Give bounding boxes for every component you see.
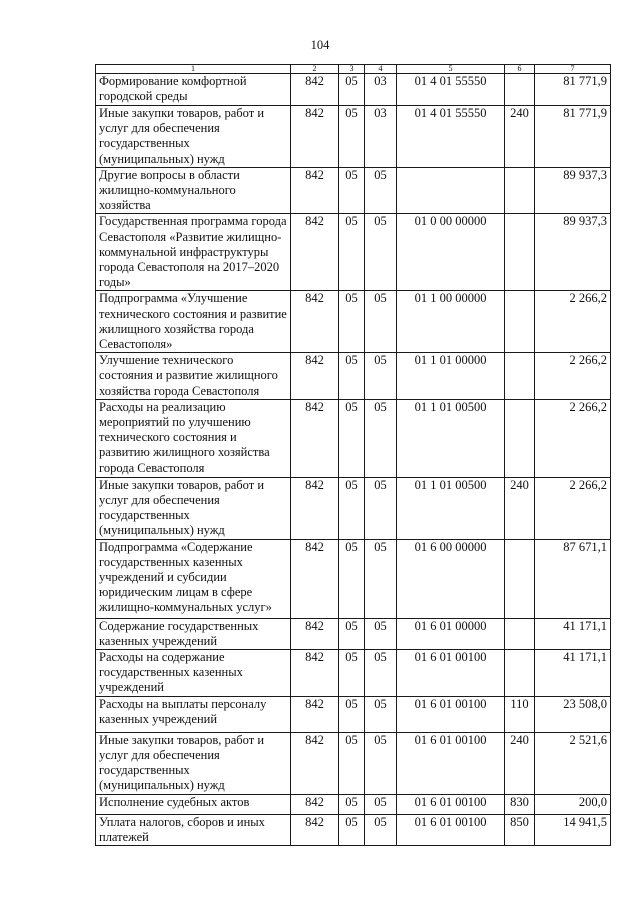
budget-table bbox=[95, 64, 611, 846]
row-amount: 2 266,2 bbox=[535, 399, 611, 477]
row-section-code: 05 bbox=[339, 74, 365, 106]
row-expense-type-code bbox=[505, 74, 535, 106]
row-expense-type-code: 830 bbox=[505, 794, 535, 814]
row-target-article-code: 01 6 01 00000 bbox=[397, 618, 505, 649]
row-section-code: 05 bbox=[339, 399, 365, 477]
row-subsection-code: 05 bbox=[365, 794, 397, 814]
row-name: Иные закупки товаров, работ и услуг для обеспечения государственных (муниципальных) нужд bbox=[96, 732, 291, 794]
row-amount: 14 941,5 bbox=[535, 814, 611, 845]
row-section-code: 05 bbox=[339, 618, 365, 649]
row-subsection-code: 05 bbox=[365, 618, 397, 649]
row-target-article-code bbox=[397, 167, 505, 214]
row-subsection-code: 05 bbox=[365, 291, 397, 353]
row-grbs-code: 842 bbox=[291, 650, 339, 697]
row-section-code: 05 bbox=[339, 477, 365, 539]
row-section-code: 05 bbox=[339, 291, 365, 353]
row-target-article-code: 01 6 00 00000 bbox=[397, 539, 505, 618]
table-row bbox=[96, 214, 611, 291]
table-row bbox=[96, 477, 611, 539]
column-header-1: 1 bbox=[96, 65, 291, 74]
row-name: Подпрограмма «Содержание государственных казенных учреждений и субсидии юридическим лицам в сфере жилищно-коммунальных услуг» bbox=[96, 539, 291, 618]
column-header-6: 6 bbox=[505, 65, 535, 74]
row-amount: 41 171,1 bbox=[535, 618, 611, 649]
row-grbs-code: 842 bbox=[291, 399, 339, 477]
row-target-article-code: 01 1 01 00500 bbox=[397, 399, 505, 477]
table-row bbox=[96, 814, 611, 845]
row-target-article-code: 01 6 01 00100 bbox=[397, 696, 505, 732]
row-target-article-code: 01 0 00 00000 bbox=[397, 214, 505, 291]
row-section-code: 05 bbox=[339, 539, 365, 618]
row-subsection-code: 05 bbox=[365, 650, 397, 697]
row-grbs-code: 842 bbox=[291, 618, 339, 649]
row-grbs-code: 842 bbox=[291, 477, 339, 539]
row-subsection-code: 05 bbox=[365, 696, 397, 732]
row-grbs-code: 842 bbox=[291, 794, 339, 814]
table-row bbox=[96, 167, 611, 214]
table-row bbox=[96, 794, 611, 814]
row-amount: 2 266,2 bbox=[535, 477, 611, 539]
row-expense-type-code bbox=[505, 214, 535, 291]
row-target-article-code: 01 1 01 00500 bbox=[397, 477, 505, 539]
row-amount: 81 771,9 bbox=[535, 106, 611, 168]
row-grbs-code: 842 bbox=[291, 106, 339, 168]
row-name: Расходы на содержание государственных казенных учреждений bbox=[96, 650, 291, 697]
row-target-article-code: 01 4 01 55550 bbox=[397, 74, 505, 106]
row-target-article-code: 01 6 01 00100 bbox=[397, 794, 505, 814]
column-header-4: 4 bbox=[365, 65, 397, 74]
row-section-code: 05 bbox=[339, 167, 365, 214]
row-amount: 200,0 bbox=[535, 794, 611, 814]
row-name: Подпрограмма «Улучшение технического состояния и развитие жилищного хозяйства города Севастополя» bbox=[96, 291, 291, 353]
row-name: Иные закупки товаров, работ и услуг для обеспечения государственных (муниципальных) нужд bbox=[96, 106, 291, 168]
row-grbs-code: 842 bbox=[291, 291, 339, 353]
row-section-code: 05 bbox=[339, 106, 365, 168]
row-expense-type-code: 240 bbox=[505, 732, 535, 794]
row-amount: 2 521,6 bbox=[535, 732, 611, 794]
row-target-article-code: 01 6 01 00100 bbox=[397, 650, 505, 697]
row-amount: 81 771,9 bbox=[535, 74, 611, 106]
row-name: Иные закупки товаров, работ и услуг для обеспечения государственных (муниципальных) нужд bbox=[96, 477, 291, 539]
row-amount: 2 266,2 bbox=[535, 353, 611, 400]
row-amount: 2 266,2 bbox=[535, 291, 611, 353]
row-expense-type-code bbox=[505, 399, 535, 477]
row-name: Исполнение судебных актов bbox=[96, 794, 291, 814]
row-subsection-code: 03 bbox=[365, 106, 397, 168]
row-amount: 87 671,1 bbox=[535, 539, 611, 618]
row-grbs-code: 842 bbox=[291, 696, 339, 732]
row-grbs-code: 842 bbox=[291, 167, 339, 214]
table-row bbox=[96, 696, 611, 732]
table-row bbox=[96, 106, 611, 168]
row-name: Другие вопросы в области жилищно-коммунального хозяйства bbox=[96, 167, 291, 214]
table-row bbox=[96, 291, 611, 353]
row-expense-type-code bbox=[505, 353, 535, 400]
column-header-2: 2 bbox=[291, 65, 339, 74]
row-grbs-code: 842 bbox=[291, 353, 339, 400]
table-row bbox=[96, 539, 611, 618]
row-subsection-code: 05 bbox=[365, 353, 397, 400]
row-section-code: 05 bbox=[339, 732, 365, 794]
table-row bbox=[96, 618, 611, 649]
row-grbs-code: 842 bbox=[291, 74, 339, 106]
table-row bbox=[96, 650, 611, 697]
row-amount: 41 171,1 bbox=[535, 650, 611, 697]
row-name: Уплата налогов, сборов и иных платежей bbox=[96, 814, 291, 845]
row-name: Расходы на выплаты персоналу казенных учреждений bbox=[96, 696, 291, 732]
row-target-article-code: 01 6 01 00100 bbox=[397, 732, 505, 794]
column-header-7: 7 bbox=[535, 65, 611, 74]
row-section-code: 05 bbox=[339, 650, 365, 697]
row-subsection-code: 05 bbox=[365, 539, 397, 618]
row-subsection-code: 05 bbox=[365, 214, 397, 291]
column-header-3: 3 bbox=[339, 65, 365, 74]
row-expense-type-code: 240 bbox=[505, 106, 535, 168]
table-row bbox=[96, 732, 611, 794]
row-grbs-code: 842 bbox=[291, 732, 339, 794]
row-expense-type-code bbox=[505, 167, 535, 214]
row-expense-type-code bbox=[505, 539, 535, 618]
row-section-code: 05 bbox=[339, 353, 365, 400]
table-row bbox=[96, 399, 611, 477]
row-expense-type-code: 240 bbox=[505, 477, 535, 539]
row-section-code: 05 bbox=[339, 214, 365, 291]
column-number-row bbox=[96, 65, 611, 74]
row-subsection-code: 05 bbox=[365, 814, 397, 845]
row-target-article-code: 01 4 01 55550 bbox=[397, 106, 505, 168]
row-section-code: 05 bbox=[339, 794, 365, 814]
row-grbs-code: 842 bbox=[291, 214, 339, 291]
row-target-article-code: 01 6 01 00100 bbox=[397, 814, 505, 845]
row-name: Формирование комфортной городской среды bbox=[96, 74, 291, 106]
budget-table-body bbox=[96, 74, 611, 846]
row-subsection-code: 05 bbox=[365, 477, 397, 539]
row-name: Государственная программа города Севастополя «Развитие жилищно-коммунальной инфраструктуры города Севастополя на 2017–2020 годы» bbox=[96, 214, 291, 291]
row-section-code: 05 bbox=[339, 696, 365, 732]
row-expense-type-code bbox=[505, 618, 535, 649]
row-name: Расходы на реализацию мероприятий по улучшению технического состояния и развитию жилищного хозяйства города Севастополя bbox=[96, 399, 291, 477]
table-row bbox=[96, 74, 611, 106]
row-grbs-code: 842 bbox=[291, 539, 339, 618]
row-subsection-code: 03 bbox=[365, 74, 397, 106]
row-amount: 23 508,0 bbox=[535, 696, 611, 732]
row-amount: 89 937,3 bbox=[535, 214, 611, 291]
row-expense-type-code bbox=[505, 650, 535, 697]
row-expense-type-code: 110 bbox=[505, 696, 535, 732]
row-target-article-code: 01 1 00 00000 bbox=[397, 291, 505, 353]
row-section-code: 05 bbox=[339, 814, 365, 845]
table-row bbox=[96, 353, 611, 400]
row-subsection-code: 05 bbox=[365, 399, 397, 477]
row-amount: 89 937,3 bbox=[535, 167, 611, 214]
row-expense-type-code bbox=[505, 291, 535, 353]
page-number: 104 bbox=[310, 38, 330, 52]
row-name: Улучшение технического состояния и развитие жилищного хозяйства города Севастополя bbox=[96, 353, 291, 400]
row-target-article-code: 01 1 01 00000 bbox=[397, 353, 505, 400]
row-grbs-code: 842 bbox=[291, 814, 339, 845]
column-header-5: 5 bbox=[397, 65, 505, 74]
row-subsection-code: 05 bbox=[365, 167, 397, 214]
row-subsection-code: 05 bbox=[365, 732, 397, 794]
row-expense-type-code: 850 bbox=[505, 814, 535, 845]
row-name: Содержание государственных казенных учреждений bbox=[96, 618, 291, 649]
